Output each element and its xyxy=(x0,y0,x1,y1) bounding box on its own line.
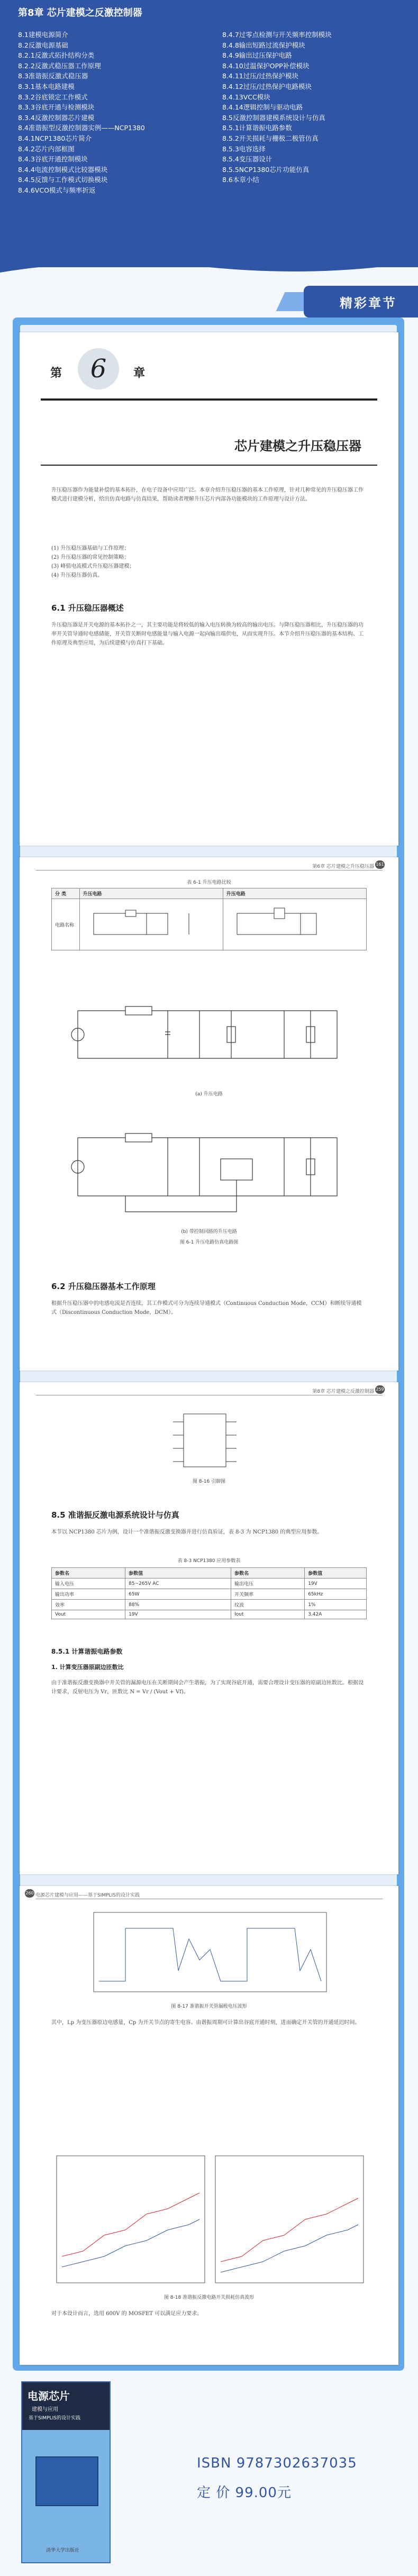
toc-item[interactable]: 8.5.5NCP1380芯片功能仿真 xyxy=(222,165,310,174)
table-header-cell: 升压电路 xyxy=(223,888,366,899)
figure-subcaption: (b) 带控制回路的升压电路 xyxy=(181,1229,237,1235)
toc-item[interactable]: 8.4.10过温保护OPP补偿模块 xyxy=(222,61,310,70)
subsubsection-heading: 1. 计算变压器原副边匝数比 xyxy=(51,1664,124,1671)
table-cell: 88% xyxy=(125,1600,231,1610)
waveform-plot-2 xyxy=(51,2151,369,2288)
chapter-suffix: 章 xyxy=(133,367,146,380)
running-header-title: 电源芯片建模与应用——基于SIMPLIS的设计实践 xyxy=(35,1893,140,1898)
book-page-ncp1380 xyxy=(20,1382,398,1874)
figure-caption: 图 8-16 引脚图 xyxy=(192,1479,226,1484)
circuit-thumbnail xyxy=(83,903,210,945)
table-cell: 19V xyxy=(125,1610,231,1619)
table-cell xyxy=(79,899,223,950)
toc-item[interactable]: 8.4准谐振型反激控制器实例——NCP1380 xyxy=(18,124,145,132)
chapter-list-item: (2) 升压稳压器的常见控制策略； xyxy=(51,555,130,560)
table-row-label: 电路名称 xyxy=(52,899,80,950)
toc-item[interactable]: 8.3准谐振反激式稳压器 xyxy=(18,72,88,80)
table-header-cell: 参数名 xyxy=(231,1568,305,1579)
running-header xyxy=(25,1890,383,1899)
section-body: 对于本设计而言，选用 600V 的 MOSFET 可以满足应力要求。 xyxy=(51,2311,203,2317)
page-number: 260 xyxy=(25,1889,34,1898)
boost-schematic-b xyxy=(62,1106,358,1222)
table-cell: 输入电压 xyxy=(52,1579,125,1589)
section-heading: 6.2 升压稳压器基本工作原理 xyxy=(51,1282,156,1291)
toc-item[interactable]: 8.3.4反激控制器芯片建模 xyxy=(18,113,95,122)
section-intro: 本节以 NCP1380 芯片为例，设计一个准谐振反激变换器并进行仿真验证，表 8-3 为 NCP1380 的典型应用参数。 xyxy=(51,1529,323,1535)
toc-item[interactable]: 8.5.4变压器设计 xyxy=(222,155,272,164)
toc-item[interactable]: 8.2反激电源基础 xyxy=(18,41,68,49)
curve-divider xyxy=(0,249,418,280)
toc-item[interactable]: 8.4.3谷底开通控制模块 xyxy=(18,155,88,164)
table-cell: 65W xyxy=(125,1589,231,1600)
table-cell: 纹波 xyxy=(231,1600,305,1610)
toc-item[interactable]: 8.5.3电容选择 xyxy=(222,144,266,153)
table-header-cell: 升压电路 xyxy=(79,888,223,899)
parameter-table xyxy=(51,1567,367,1619)
table-cell: 开关频率 xyxy=(231,1589,305,1600)
chapter-number-circle: 6 xyxy=(78,348,119,389)
cover-tagline: 基于SIMPLIS的设计实践 xyxy=(29,2416,80,2421)
page-number: 259 xyxy=(375,1385,385,1394)
toc-item[interactable]: 8.2.1反激式拓扑结构分类 xyxy=(18,51,95,60)
table-cell: 85~265V AC xyxy=(125,1579,231,1589)
table-header-cell: 参数值 xyxy=(125,1568,231,1579)
subsection-heading: 8.5.1 计算谐振电路参数 xyxy=(51,1648,123,1655)
section-body: 由于准谐振反激变换器中开关管的漏源电压在关断期间会产生谐振，为了实现谷底开通，需要合理设计变压器的原副边匝数比。根据设计要求，反射电压为 Vr，匝数比 N = Vr / (Vout + Vf)。 xyxy=(51,1680,364,1695)
chapter-list xyxy=(51,544,367,580)
figure-caption: 图 8-18 准谐振反激电路开关损耗仿真波形 xyxy=(163,2295,255,2300)
table-row xyxy=(52,1579,367,1589)
toc-item[interactable]: 8.4.2芯片内部框图 xyxy=(18,144,75,153)
boost-schematic-a xyxy=(62,979,358,1085)
table-header-cell: 参数值 xyxy=(305,1568,367,1579)
table-row xyxy=(52,1600,367,1610)
figure-subcaption: (a) 升压电路 xyxy=(195,1092,223,1097)
highlight-banner xyxy=(304,286,418,318)
chip-pinout xyxy=(152,1403,258,1472)
waveform-plot-1 xyxy=(88,1907,332,1997)
table-cell: 效率 xyxy=(52,1600,125,1610)
chapter-rule xyxy=(41,398,377,401)
chapter-title-rule xyxy=(41,465,377,466)
toc-item[interactable]: 8.4.13VCC模块 xyxy=(222,93,270,101)
figure-caption: 图 8-17 准谐振开关管漏极电压波形 xyxy=(171,2004,247,2009)
running-header-title: 第8章 芯片建模之反激控制器 xyxy=(312,1389,374,1394)
toc-left-column xyxy=(18,30,193,196)
toc-item[interactable]: 8.4.5反馈与工作模式切换模块 xyxy=(18,176,108,184)
cover-chip-illustration xyxy=(35,2456,98,2506)
running-header-title: 第6章 芯片建模之升压稳压器 xyxy=(312,864,374,869)
table-caption: 表 8-3 NCP1380 应用参数表 xyxy=(177,1558,241,1564)
table-caption: 表 6-1 升压电路比较 xyxy=(187,880,231,885)
toc-item[interactable]: 8.1建模电源简介 xyxy=(18,31,68,39)
table-header-cell: 分 类 xyxy=(52,888,80,899)
cover-title: 电源芯片 xyxy=(28,2390,70,2402)
toc-item[interactable]: 8.4.9输出过压保护电路 xyxy=(222,51,292,60)
toc-item[interactable]: 8.3.2谷底锁定工作模式 xyxy=(18,93,88,101)
table-cell: 65kHz xyxy=(305,1589,367,1600)
chapter-prefix: 第 xyxy=(50,367,62,380)
section-body: 根据升压稳压器中的电感电流是否连续，其工作模式可分为连续导通模式（Continuous Conduction Mode，CCM）和断续导通模式（Discontinuous Conduction Mode，DCM）。 xyxy=(51,1301,362,1316)
toc-item[interactable]: 8.3.1基本电路建模 xyxy=(18,82,75,90)
cover-publisher: 清华大学出版社 xyxy=(46,2548,80,2553)
chapter-intro: 升压稳压器作为能量补偿的基本拓扑，在电子设备中应用广泛。本章介绍升压稳压器的基本工作原理，针对几种常见的升压稳压器工作模式进行建模分析，给出仿真电路与仿真结果，帮助读者理解升压芯片内部各功能模块的工作原理与设计方法。 xyxy=(51,487,364,502)
toc-panel xyxy=(0,0,418,267)
isbn-text: ISBN 9787302637035 xyxy=(197,2455,357,2471)
toc-item[interactable]: 8.4.14逻辑控制与驱动电路 xyxy=(222,103,303,112)
toc-item[interactable]: 8.4.11过压/过热保护模块 xyxy=(222,72,298,80)
book-cover xyxy=(21,2381,111,2563)
chapter-list-item: (1) 升压稳压器基础与工作原理； xyxy=(51,546,130,551)
table-cell: Iout xyxy=(231,1610,305,1619)
table-cell: 19V xyxy=(305,1579,367,1589)
chapter-list-item: (4) 升压稳压器仿真。 xyxy=(51,573,103,578)
running-header xyxy=(35,1386,383,1395)
book-page-chapter-opening xyxy=(20,332,398,846)
table-row xyxy=(52,1610,367,1619)
table-header-cell: 参数名 xyxy=(52,1568,125,1579)
table-row xyxy=(52,1589,367,1600)
toc-item[interactable]: 8.2.2反激式稳压器工作原理 xyxy=(18,61,101,70)
section-heading: 8.5 准谐振反激电源系统设计与仿真 xyxy=(51,1510,179,1520)
table-cell: 输出功率 xyxy=(52,1589,125,1600)
toc-item[interactable]: 8.5.2开关损耗与栅极二极管仿真 xyxy=(222,134,319,142)
toc-item[interactable]: 8.3.3谷底开通与检测模块 xyxy=(18,103,95,112)
table-cell: 3.42A xyxy=(305,1610,367,1619)
toc-item[interactable]: 8.4.1NCP1380芯片简介 xyxy=(18,134,92,142)
cover-subtitle: 建模与应用 xyxy=(32,2407,58,2412)
toc-item[interactable]: 8.5.1计算谐振电路参数 xyxy=(222,124,292,132)
circuit-thumbnail xyxy=(226,903,353,945)
section-body: 其中，Lp 为变压器原边电感量，Cp 为开关节点的寄生电容。由谐振周期可计算出谷底开通时刻，进而确定开关管的开通延迟时间。 xyxy=(51,2020,360,2026)
banner-title: 精彩章节 xyxy=(340,296,397,311)
toc-right-column xyxy=(222,30,397,185)
comparison-table xyxy=(51,888,367,950)
toc-item[interactable]: 8.5反激控制器建模系统设计与仿真 xyxy=(222,113,325,122)
chapter-title: 芯片建模之升压稳压器 xyxy=(234,439,361,453)
toc-item[interactable]: 8.4.4电流控制模式比较器模块 xyxy=(18,165,108,174)
toc-item[interactable]: 8.4.12过压/过热保护电路模块 xyxy=(222,82,312,90)
table-cell xyxy=(223,899,366,950)
table-cell: Vout xyxy=(52,1610,125,1619)
page-number: 161 xyxy=(375,860,385,869)
section-heading: 6.1 升压稳压器概述 xyxy=(51,603,124,613)
figure-caption: 图 6-1 升压电路仿真电路图 xyxy=(179,1240,239,1245)
toc-title: 第8章 芯片建模之反激控制器 xyxy=(18,7,142,19)
toc-item[interactable]: 8.6本章小结 xyxy=(222,176,259,184)
toc-item[interactable]: 8.4.6VCO模式与频率折返 xyxy=(18,186,96,194)
book-page-boost-circuits xyxy=(20,857,398,1371)
chapter-list-item: (3) 峰值电流模式升压稳压器建模； xyxy=(51,564,135,569)
section-body: 升压稳压器是开关电源的基本拓扑之一，其主要功能是将较低的输入电压转换为较高的输出电压。与降压稳压器相比，升压稳压器的功率开关管导通时电感储能，开关管关断时电感能量与输入电源一起向输出端供电，从而实现升压。本节介绍升压稳压器的基本结构、工作原理及典型应用，为后续建模与仿真打下基础。 xyxy=(51,622,364,646)
price-text: 定 价 99.00元 xyxy=(197,2485,292,2501)
toc-item[interactable]: 8.4.8输出短路过流保护模块 xyxy=(222,41,305,49)
table-cell: 输出电压 xyxy=(231,1579,305,1589)
table-cell: 1% xyxy=(305,1600,367,1610)
running-header xyxy=(35,861,383,870)
book-page-simulation xyxy=(20,1886,398,2365)
toc-item[interactable]: 8.4.7过零点检测与开关频率控制模块 xyxy=(222,31,332,39)
